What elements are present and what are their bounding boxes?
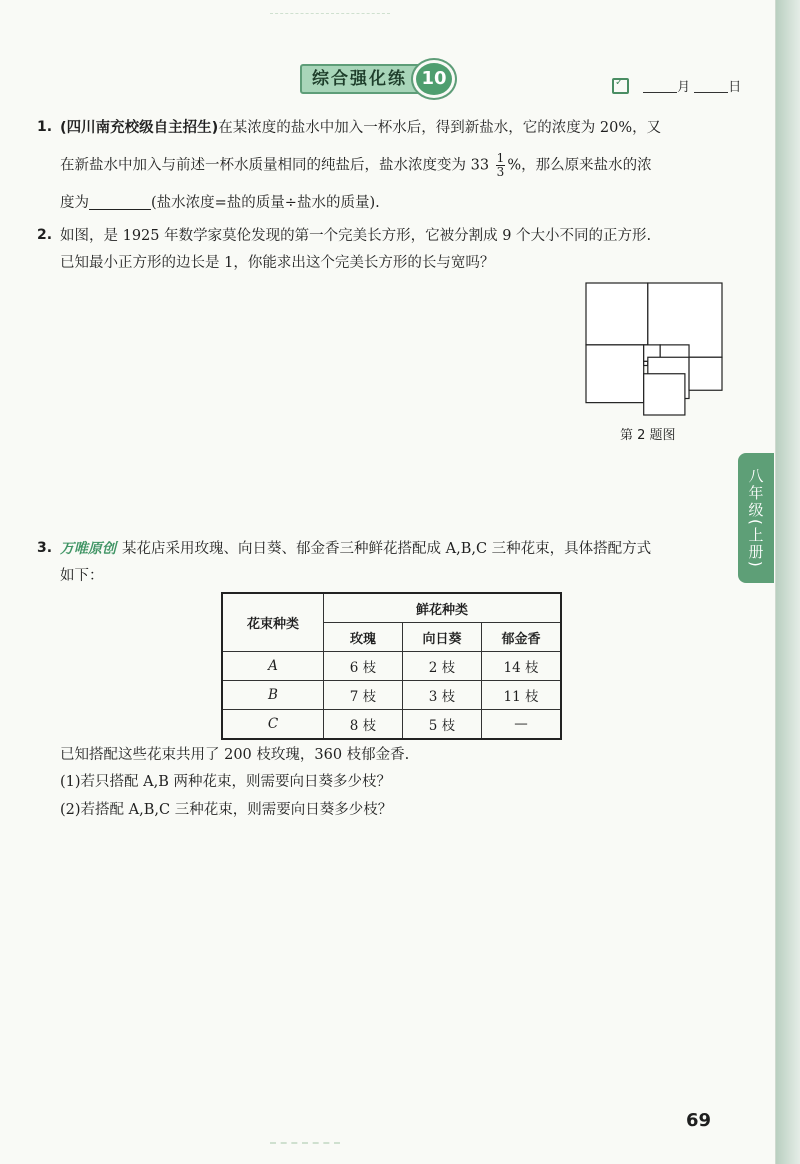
- cell-rose: 8 枝: [324, 710, 403, 740]
- question-1-text-1: 在某浓度的盐水中加入一杯水后，得到新盐水，它的浓度为 20%，又: [218, 120, 662, 136]
- question-3-line-2: 如下：: [60, 568, 104, 584]
- question-3-sub-1: (1)若只搭配 A,B 两种花束，则需要向日葵多少枝？: [60, 774, 391, 790]
- square-6: [644, 361, 648, 365]
- question-1-line-1: [60, 118, 730, 138]
- month-blank[interactable]: [643, 82, 677, 93]
- header-sunflower: 向日葵: [403, 623, 482, 652]
- question-1-number: 1.: [37, 119, 53, 135]
- table-row: [222, 652, 561, 681]
- cell-sunflower: 5 枝: [403, 710, 482, 740]
- page-edge: [776, 0, 800, 1164]
- question-3-number: 3.: [37, 540, 53, 556]
- section-title-text: 综合强化练: [300, 64, 449, 94]
- square-8: [689, 357, 722, 390]
- question-2-line-2: 已知最小正方形的边长是 1，你能求出这个完美长方形的长与宽吗？: [60, 255, 495, 271]
- cell-rose: 6 枝: [324, 652, 403, 681]
- row-name: B: [222, 681, 324, 710]
- section-title: [300, 64, 449, 94]
- header-rose: 玫瑰: [324, 623, 403, 652]
- question-2-line-1: 如图，是 1925 年数学家莫伦发现的第一个完美长方形，它被分割成 9 个大小不同的正方形.: [60, 228, 652, 244]
- cell-tulip: —: [482, 710, 562, 740]
- header-flowers: 鲜花种类: [324, 593, 562, 623]
- cell-sunflower: 2 枝: [403, 652, 482, 681]
- fraction-one-third: [496, 152, 506, 179]
- table-row: [222, 710, 561, 740]
- fraction-numerator: 1: [496, 151, 505, 165]
- square-9: [644, 374, 685, 415]
- question-1-text-2a: 在新盐水中加入与前述一杯水质量相同的纯盐后，盐水浓度变为 33: [60, 157, 490, 174]
- fraction-denominator: 3: [496, 165, 505, 179]
- perfect-rectangle-figure: [585, 282, 723, 416]
- calendar-icon: [612, 78, 629, 94]
- question-3-text-1: 某花店采用玫瑰、向日葵、郁金香三种鲜花搭配成 A,B,C 三种花束，具体搭配方式: [122, 541, 652, 557]
- question-2-number: 2.: [37, 227, 53, 243]
- square-3: [586, 345, 644, 403]
- flower-table: [221, 592, 562, 740]
- question-3-given: 已知搭配这些花束共用了 200 枝玫瑰，360 枝郁金香.: [60, 747, 410, 763]
- date-field: [612, 76, 741, 95]
- original-badge: 万唯原创: [60, 541, 116, 557]
- grade-side-tab-label: 八年级(上册): [746, 467, 765, 569]
- figure-caption: 第 2 题图: [620, 428, 676, 443]
- question-1-line-3: [60, 193, 730, 213]
- header-bouquet: 花束种类: [222, 593, 324, 652]
- square-1: [586, 283, 648, 345]
- answer-blank[interactable]: [89, 195, 151, 210]
- question-3-line-1: [60, 539, 730, 559]
- question-1-text-2b: %，那么原来盐水的浓: [507, 157, 652, 174]
- cell-sunflower: 3 枝: [403, 681, 482, 710]
- day-label: 日: [728, 80, 742, 95]
- row-name: A: [222, 652, 324, 681]
- section-number: 10: [413, 60, 455, 98]
- cell-rose: 7 枝: [324, 681, 403, 710]
- question-1-text-3b: (盐水浓度=盐的质量÷盐水的质量).: [151, 195, 380, 211]
- bottom-decoration: [270, 1142, 340, 1144]
- page-number: 69: [686, 1110, 712, 1131]
- day-blank[interactable]: [694, 82, 728, 93]
- question-1-line-2: [60, 152, 730, 179]
- question-1-text-3a: 度为: [60, 195, 89, 211]
- question-3-sub-2: (2)若搭配 A,B,C 三种花束，则需要向日葵多少枝？: [60, 802, 393, 818]
- top-decoration: [270, 13, 390, 14]
- grade-side-tab[interactable]: [738, 453, 774, 583]
- row-name: C: [222, 710, 324, 740]
- cell-tulip: 11 枝: [482, 681, 562, 710]
- question-1-source: (四川南充校级自主招生): [60, 120, 219, 136]
- cell-tulip: 14 枝: [482, 652, 562, 681]
- month-label: 月: [677, 80, 691, 95]
- table-row: [222, 681, 561, 710]
- header-tulip: 郁金香: [482, 623, 562, 652]
